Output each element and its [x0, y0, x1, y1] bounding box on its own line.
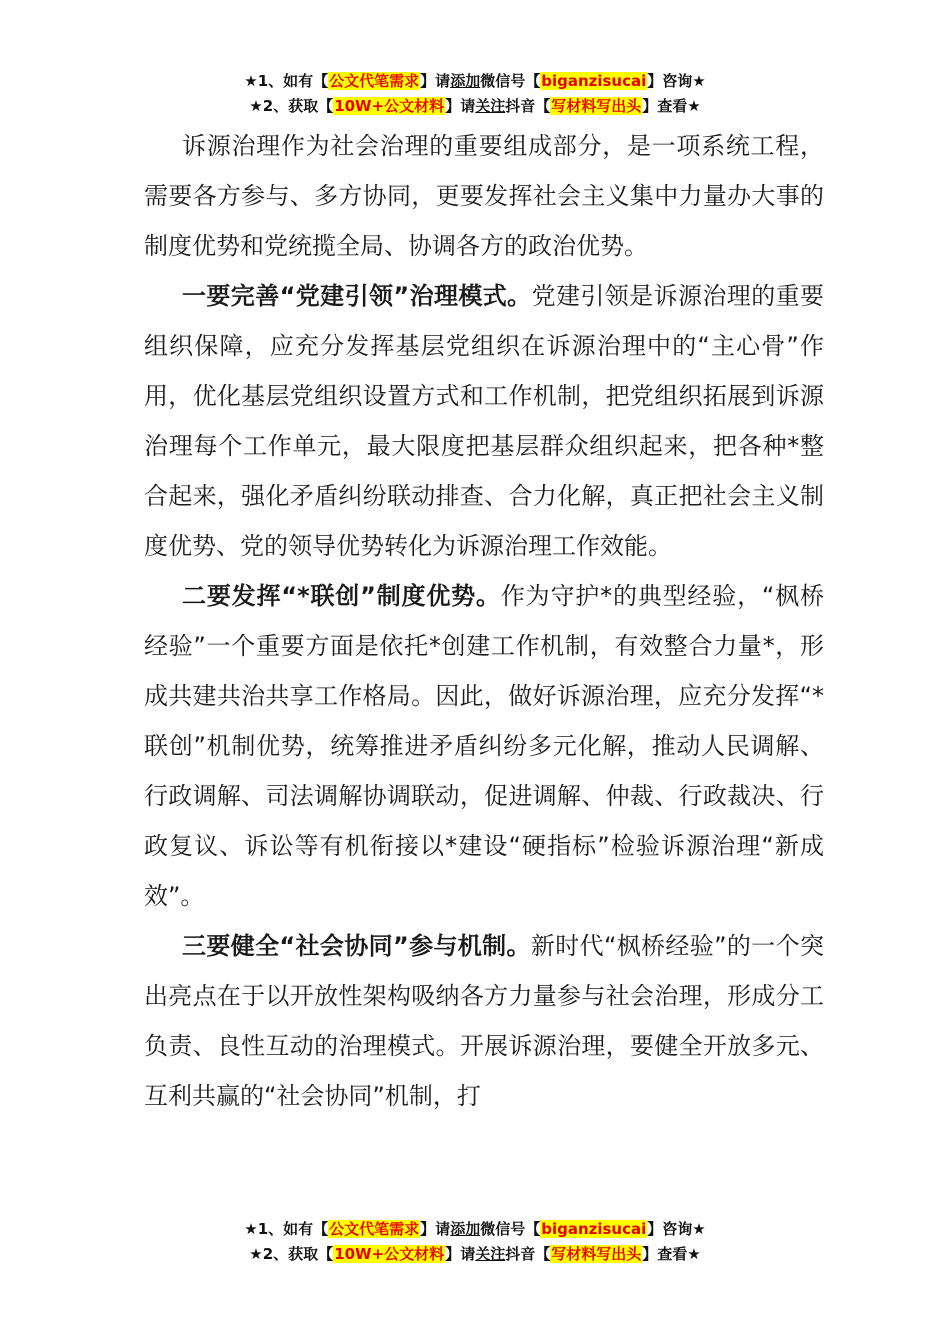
highlight-douyin-account: 写材料写出头: [551, 97, 642, 115]
banner-text: ★1、如有【: [244, 72, 329, 90]
highlight-wechat-id: biganzisucai: [541, 1220, 647, 1238]
banner-text: 】请: [420, 1220, 451, 1238]
paragraph-intro: [144, 121, 824, 271]
footer-banner: [0, 1217, 950, 1267]
highlight-douyin-account: 写材料写出头: [551, 1245, 642, 1263]
banner-text: 】查看★: [642, 97, 701, 115]
paragraph-heading: 二要发挥“*联创”制度优势。: [182, 582, 501, 610]
banner-text: 】请: [445, 1245, 476, 1263]
document-body: [144, 121, 824, 1121]
banner-line-2: [0, 1242, 950, 1267]
banner-line-2: [0, 94, 950, 119]
banner-text: 微信号【: [480, 1220, 541, 1238]
highlight-service: 公文代笔需求: [329, 72, 420, 90]
banner-line-1: [0, 1217, 950, 1242]
header-banner: [0, 69, 950, 119]
banner-text: 】查看★: [642, 1245, 701, 1263]
highlight-materials: 10W+公文材料: [334, 97, 445, 115]
highlight-service: 公文代笔需求: [329, 1220, 420, 1238]
banner-text: ★1、如有【: [244, 1220, 329, 1238]
highlight-wechat-id: biganzisucai: [541, 72, 647, 90]
paragraph-point-2: [144, 571, 824, 921]
banner-line-1: [0, 69, 950, 94]
banner-text: 微信号【: [480, 72, 541, 90]
highlight-materials: 10W+公文材料: [334, 1245, 445, 1263]
paragraph-heading: 三要健全“社会协同”参与机制。: [182, 932, 531, 960]
paragraph-heading: 一要完善“党建引领”治理模式。: [182, 282, 532, 310]
paragraph-point-3: [144, 921, 824, 1121]
underlined-text: 添加: [450, 72, 481, 90]
underlined-text: 添加: [450, 1220, 481, 1238]
underlined-text: 关注: [475, 1245, 506, 1263]
paragraph-text: 作为守护*的典型经验，“枫桥经验”一个重要方面是依托*创建工作机制，有效整合力量*，形成共建共治共享工作格局。因此，做好诉源治理，应充分发挥“*联创”机制优势，统筹推进矛盾纠纷多元化解，推动人民调解、行政调解、司法调解协调联动，促进调解、仲裁、行政裁决、行政复议、诉讼等有机衔接以*建设“硬指标”检验诉源治理“新成效”。: [144, 582, 824, 910]
paragraph-text: 党建引领是诉源治理的重要组织保障，应充分发挥基层党组织在诉源治理中的“主心骨”作用，优化基层党组织设置方式和工作机制，把党组织拓展到诉源治理每个工作单元，最大限度把基层群众组织起来，把各种*整合起来，强化矛盾纠纷联动排查、合力化解，真正把社会主义制度优势、党的领导优势转化为诉源治理工作效能。: [144, 282, 824, 560]
banner-text: ★2、获取【: [249, 97, 334, 115]
banner-text: 】请: [445, 97, 476, 115]
banner-text: 】咨询★: [647, 72, 706, 90]
paragraph-text: 新时代“枫桥经验”的一个突出亮点在于以开放性架构吸纳各方力量参与社会治理，形成分工负责、良性互动的治理模式。开展诉源治理，要健全开放多元、互利共赢的“社会协同”机制，打: [144, 932, 824, 1110]
banner-text: 抖音【: [505, 1245, 551, 1263]
underlined-text: 关注: [475, 97, 506, 115]
banner-text: ★2、获取【: [249, 1245, 334, 1263]
banner-text: 】咨询★: [647, 1220, 706, 1238]
paragraph-text: 诉源治理作为社会治理的重要组成部分，是一项系统工程，需要各方参与、多方协同，更要发挥社会主义集中力量办大事的制度优势和党统揽全局、协调各方的政治优势。: [144, 132, 824, 260]
paragraph-point-1: [144, 271, 824, 571]
banner-text: 抖音【: [505, 97, 551, 115]
banner-text: 】请: [420, 72, 451, 90]
